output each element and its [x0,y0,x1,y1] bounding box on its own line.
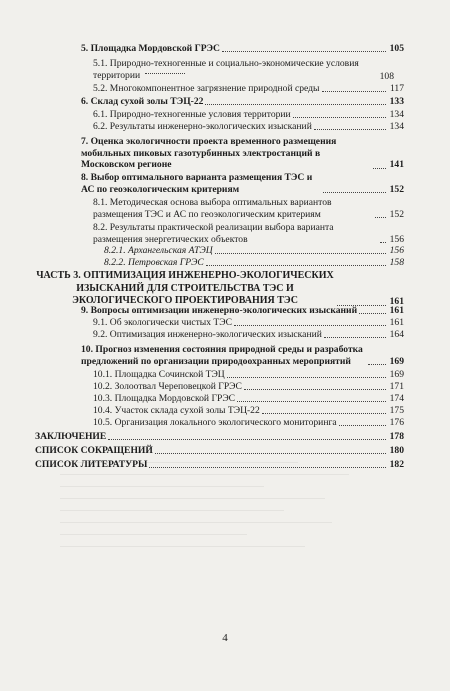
toc-page-number: 169 [389,369,404,380]
leader-dots [359,313,386,314]
toc-page-number: 134 [389,109,404,120]
toc-page-number: 134 [389,121,404,132]
leader-dots [222,51,386,52]
leader-dots [155,453,386,454]
toc-page-number: 171 [389,381,404,392]
leader-dots [237,401,386,402]
toc-entry-8-1[interactable] [93,197,404,220]
leader-dots [205,104,386,105]
leader-dots [380,242,386,243]
leader-dots [339,425,386,426]
toc-entry-title: 6.2. Результаты инженерно-экологических изысканий [93,121,312,132]
toc-page-number: 161 [389,317,404,328]
toc-entry-title: 5.2. Многокомпонентное загрязнение природной среды [93,83,320,94]
toc-entry-9-1[interactable] [93,318,404,328]
leader-dots [262,413,386,414]
toc-page-number: 141 [389,159,404,171]
toc-page-number: 174 [389,393,404,404]
toc-page-number: 178 [389,431,404,442]
page-number: 4 [222,632,228,644]
toc-entry-title: 10.1. Площадка Сочинской ТЭЦ [93,369,225,380]
toc-entry-5-1[interactable] [93,58,404,82]
toc-entry-10[interactable] [81,344,404,367]
toc-entry-6-2[interactable] [93,122,404,132]
toc-entry-title: СПИСОК СОКРАЩЕНИЙ [35,445,153,456]
toc-entry-title: 8.2.2. Петровская ГРЭС [104,257,204,268]
toc-page-number: 164 [389,329,404,340]
toc-entry-5[interactable] [81,44,404,54]
toc-part-3[interactable] [35,270,404,308]
toc-entry-title: 5.1. Природно-техногенные и социально-экономические условия территории [93,58,359,81]
toc-entry-9-2[interactable] [93,330,404,340]
leader-dots [322,91,387,92]
toc-entry-5-2[interactable] [93,84,404,94]
bleed-through-shadow [60,462,400,582]
toc-entry-10-4[interactable] [93,406,404,416]
leader-dots [293,117,386,118]
toc-entry-8-2-2[interactable] [104,258,404,268]
toc-page-number: 182 [389,459,404,470]
leader-dots [215,253,386,254]
toc-entry-title: 9.1. Об экологически чистых ТЭС [93,317,233,328]
toc-page-number: 156 [389,245,404,256]
toc-entry-title: 10.2. Золоотвал Череповецкой ГРЭС [93,381,242,392]
leader-dots [244,389,386,390]
toc-conclusion[interactable] [35,432,404,442]
toc-entry-title: 8. Выбор оптимального варианта размещения ТЭС и АС по геоэкологическим критериям [81,172,313,195]
leader-dots [145,73,185,74]
toc-entry-title: 10.4. Участок склада сухой золы ТЭЦ-22 [93,405,260,416]
toc-entry-title: 10.3. Площадка Мордовской ГРЭС [93,393,236,404]
leader-dots [324,337,386,338]
toc-entry-title: СПИСОК ЛИТЕРАТУРЫ [35,459,148,470]
toc-entry-8[interactable] [81,172,404,195]
toc-entry-8-2[interactable] [93,222,404,245]
toc-page-number: 117 [389,83,404,94]
toc-page-number: 152 [389,183,404,195]
toc-page-number: 105 [389,43,404,54]
toc-entry-10-1[interactable] [93,370,404,380]
toc-entry-10-3[interactable] [93,394,404,404]
toc-page-number: 158 [389,257,404,268]
toc-entry-title: 10. Прогноз изменения состояния природной среды и разработка предложений по организации природоохранных мероприятий [81,344,363,367]
toc-page-number: 108 [379,70,394,82]
toc-entry-6-1[interactable] [93,110,404,120]
toc-page-number: 152 [389,208,404,220]
toc-entry-title: ЗАКЛЮЧЕНИЕ [35,431,107,442]
toc-page-number: 133 [389,96,404,107]
toc-entry-title: 7. Оценка экологичности проекта временного размещения мобильных пиковых газотурбинных электростанций в Московском регионе [81,136,337,170]
toc-entry-9[interactable] [81,306,404,316]
leader-dots [234,325,386,326]
toc-entry-title: 10.5. Организация локального экологического мониторинга [93,417,337,428]
leader-dots [108,439,386,440]
toc-part-title: ЧАСТЬ 3. ОПТИМИЗАЦИЯ ИНЖЕНЕРНО-ЭКОЛОГИЧЕСКИХ ИЗЫСКАНИЙ ДЛЯ СТРОИТЕЛЬСТВА ТЭС И ЭКОЛОГИЧЕСКОГО ПРОЕКТИРОВАНИЯ ТЭС [36,270,334,306]
toc-entry-title: 5. Площадка Мордовской ГРЭС [81,43,220,54]
toc-entry-10-2[interactable] [93,382,404,392]
toc-entry-10-5[interactable] [93,418,404,428]
leader-dots [368,364,386,365]
leader-dots [314,129,386,130]
leader-dots [206,265,386,266]
leader-dots [373,168,386,169]
toc-entry-title: 8.1. Методическая основа выбора оптимальных вариантов размещения ТЭС и АС по геоэкологическим критериям [93,197,332,220]
toc-entry-6[interactable] [81,97,404,107]
toc-entry-title: 8.2.1. Архангельская АТЭЦ [104,245,213,256]
toc-page-number: 156 [389,233,404,245]
toc-page-number: 180 [389,445,404,456]
toc-entry-title: 9. Вопросы оптимизации инженерно-экологических изысканий [81,305,358,316]
toc-page-number: 176 [389,417,404,428]
toc-entry-8-2-1[interactable] [104,246,404,256]
toc-entry-title: 8.2. Результаты практической реализации выбора варианта размещения энергетических объектов [93,222,334,245]
toc-entry-title: 9.2. Оптимизация инженерно-экологических изысканий [93,329,322,340]
leader-dots [149,467,386,468]
leader-dots [323,192,386,193]
toc-entry-title: 6.1. Природно-техногенные условия территории [93,109,291,120]
toc-entry-7[interactable] [81,136,404,171]
toc-page-number: 169 [389,355,404,367]
toc-entry-title: 6. Склад сухой золы ТЭЦ-22 [81,96,204,107]
leader-dots [227,377,386,378]
toc-page-number: 161 [389,296,404,308]
leader-dots [375,217,386,218]
toc-abbreviations[interactable] [35,446,404,456]
toc-page-number: 161 [389,305,404,316]
toc-references[interactable] [35,460,404,470]
toc-page-number: 175 [389,405,404,416]
